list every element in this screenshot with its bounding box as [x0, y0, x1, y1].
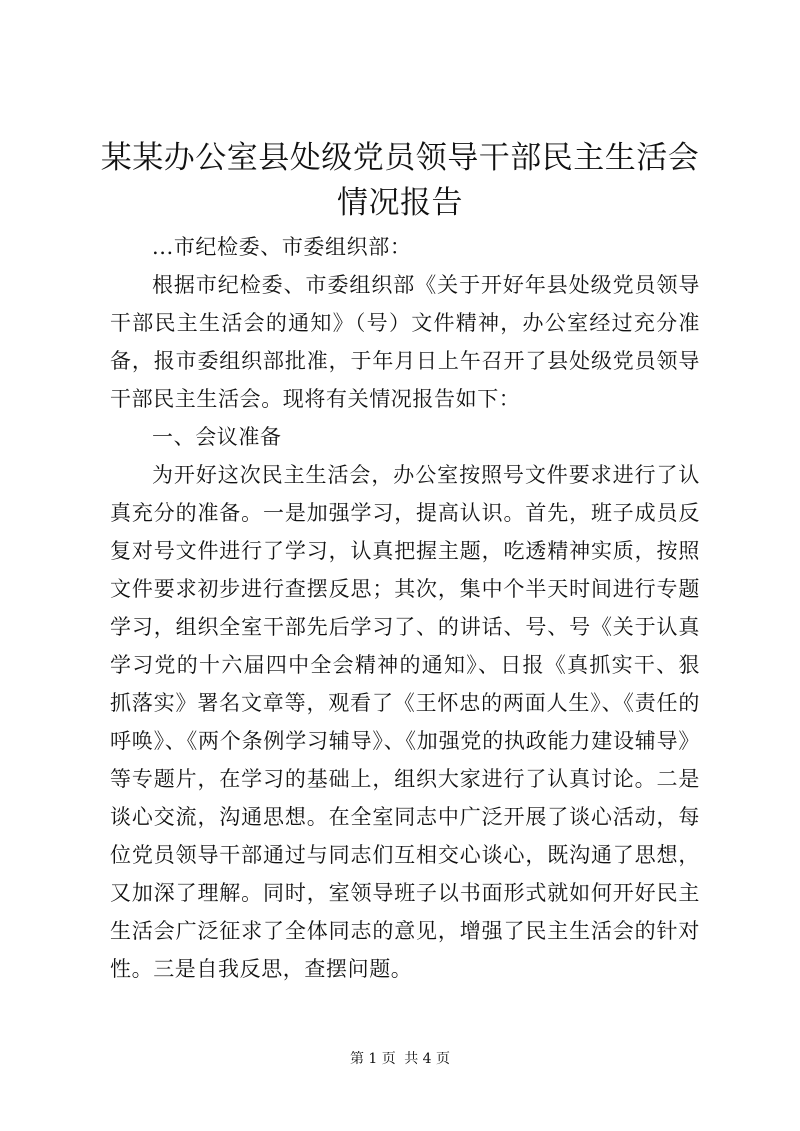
section-heading: 一、会议准备 [152, 425, 282, 449]
paragraph-preparation: 为开好这次民主生活会，办公室按照号文件要求进行了认真充分的准备。一是加强学习，提高认识。首先，班子成员反复对号文件进行了学习，认真把握主题，吃透精神实质，按照文件要求初步进行查摆反思；其次，集中个半天时间进行专题学习，组织全室干部先后学习了、的讲话、号、号《关于认真学习党的十六届四中全会精神的通知》、日报《真抓实干、狠抓落实》署名文章等，观看了《王怀忠的两面人生》、《责任的呼唤》、《两个条例学习辅导》、《加强党的执政能力建设辅导》等专题片，在学习的基础上，组织大家进行了认真讨论。二是谈心交流，沟通思想。在全室同志中广泛开展了谈心活动，每位党员领导干部通过与同志们互相交心谈心，既沟通了思想，又加深了理解。同时，室领导班子以书面形式就如何开好民主生活会广泛征求了全体同志的意见，增强了民主生活会的针对性。三是自我反思，查摆问题。 [110, 463, 700, 981]
page-total: 共 4 页 [404, 1051, 451, 1067]
page-footer [0, 1049, 800, 1069]
page-number: 第 1 页 [349, 1051, 396, 1067]
document-title: 某某办公室县处级党员领导干部民主生活会情况报告 [100, 140, 700, 221]
salutation: ...市纪检委、市委组织部： [152, 235, 412, 259]
document-body [110, 228, 700, 988]
paragraph-intro: 根据市纪检委、市委组织部《关于开好年县处级党员领导干部民主生活会的通知》（号）文件精神，办公室经过充分准备，报市委组织部批准，于年月日上午召开了县处级党员领导干部民主生活会。现将有关情况报告如下： [110, 273, 700, 411]
